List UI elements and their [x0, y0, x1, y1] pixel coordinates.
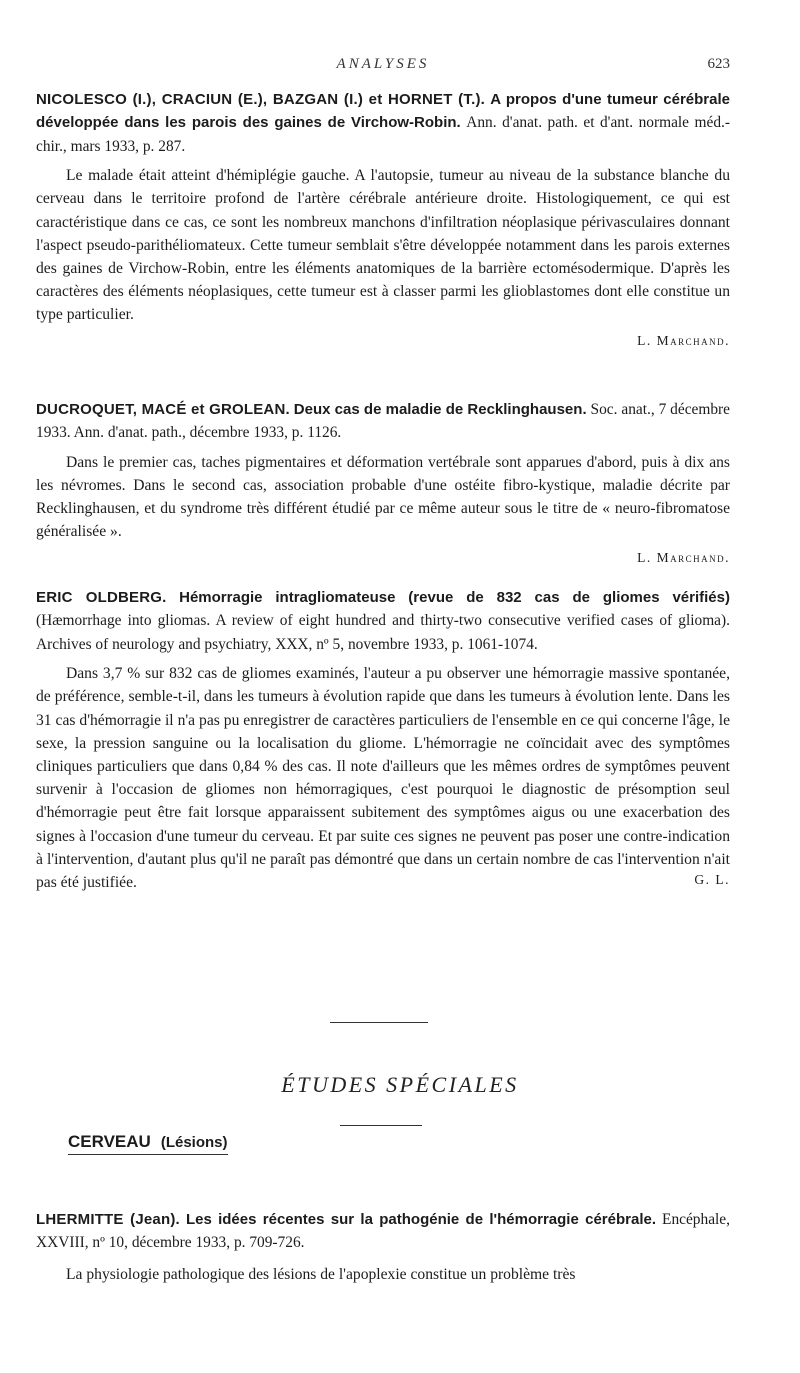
entry-body: Le malade était atteint d'hémiplégie gauche. A l'autopsie, tumeur au niveau de la substance blanche du cerveau dans le territoire profond de l'artère cérébrale antérieure droite. Histologiquement, ce qui est caractéristique dans ce cas, ce sont les nombreux manchons d'infiltration néoplasique périvasculaires donnant l'aspect pseudo-parithéliomateux. Cette tumeur semblait s'être développée notamment dans les parois externes des gaines de Virchow-Robin, entre les éléments anatomiques de la barrière ectomésodermique. D'après les caractères des éléments néoplasiques, cette tumeur est à classer parmi les glioblastomes dont elle constitue un type particulier.: [36, 167, 730, 324]
entry-reference: Soc. anat., 7 décembre 1933. Ann. d'anat. path., décembre 1933, p. 1126.: [36, 401, 730, 442]
entry-title: A propos d'une tumeur cérébrale développée dans les parois des gaines de Virchow-Robin.: [36, 91, 730, 132]
entry-heading: [36, 1208, 730, 1255]
subsection-qualifier: (Lésions): [160, 1134, 228, 1151]
entry-reference: Encéphale, XXVIII, nº 10, décembre 1933, p. 709-726.: [36, 1211, 730, 1252]
entry-heading: [36, 398, 730, 445]
entry-authors: NICOLESCO (I.), CRACIUN (E.), BAZGAN (I.) et HORNET (T.).: [36, 91, 486, 108]
entry-reference: (Hæmorrhage into gliomas. A review of eight hundred and thirty-two consecutive verified cases of glioma). Archives of neurology and psychiatry, XXX, nº 5, novembre 1933, p. 1061-1074.: [36, 612, 730, 653]
entry-authors: DUCROQUET, MACÉ et GROLEAN.: [36, 401, 290, 418]
running-head: [36, 56, 730, 80]
entry-title: Deux cas de maladie de Recklinghausen.: [293, 401, 587, 418]
abstract-entry: [36, 586, 730, 892]
section-title: ÉTUDES SPÉCIALES: [281, 1072, 519, 1097]
running-title: ANALYSES: [336, 56, 430, 72]
entry-heading: [36, 586, 730, 656]
entry-authors: ERIC OLDBERG.: [36, 589, 167, 606]
subsection-title: CERVEAU: [68, 1132, 151, 1151]
section-underline: [340, 1125, 422, 1126]
abstract-entry: [36, 88, 730, 349]
entry-signature: G. L.: [694, 872, 730, 888]
abstract-entry: [36, 1208, 730, 1286]
entry-authors: LHERMITTE (Jean).: [36, 1211, 180, 1228]
separator-rule: [330, 1022, 428, 1023]
page-number: 623: [707, 56, 730, 72]
entry-body: La physiologie pathologique des lésions de l'apoplexie constitue un problème très: [66, 1265, 576, 1283]
subsection-heading: [68, 1132, 228, 1155]
entry-title: Les idées récentes sur la pathogénie de l'hémorragie cérébrale.: [185, 1211, 656, 1228]
entry-heading: [36, 88, 730, 158]
entry-signature: L. Marchand.: [637, 332, 730, 348]
entry-body: Dans 3,7 % sur 832 cas de gliomes examinés, l'auteur a pu observer une hémorragie massive spontanée, de préférence, semble-t-il, dans les tumeurs à évolution rapide que dans les tumeurs à évolution lente. Dans les 31 cas d'hémorragie il n'a pas pu enregistrer de caractères particuliers de l'ensemble en ce qui concerne l'âge, le sexe, la pression sanguine ou la localisation du gliome. L'hémorragie ne coïncidait avec des symptômes cliniques particuliers que dans 0,84 % des cas. Il note d'ailleurs que les mêmes ordres de symptômes peuvent survenir à l'occasion de gliomes non hémorragiques, c'est pourquoi le diagnostic de présomption seul d'hémorragie peut être fait lorsque apparaissent subitement des symptômes aigus ou une exacerbation des signes à l'occasion d'une tumeur du cerveau. Et par suite ces signes ne peuvent pas poser une contre-indication à l'intervention, d'autant plus qu'il ne paraît pas démontré que dans un certain nombre de cas l'intervention n'ait pas été justifiée.: [36, 665, 730, 892]
entry-reference: Ann. d'anat. path. et d'ant. normale méd.-chir., mars 1933, p. 287.: [36, 114, 730, 155]
entry-title: Hémorragie intragliomateuse (revue de 832 cas de gliomes vérifiés): [179, 589, 730, 606]
entry-signature: L. Marchand.: [637, 549, 730, 565]
entry-body: Dans le premier cas, taches pigmentaires et déformation vertébrale sont apparues d'abord, puis à dix ans les névromes. Dans le second cas, association probable d'une ostéite fibro-kystique, maladie décrite par Recklinghausen, et du syndrome très différent étudié par ce même auteur sous le titre de « neuro-fibromatose généralisée ».: [36, 453, 730, 541]
abstract-entry: [36, 398, 730, 566]
